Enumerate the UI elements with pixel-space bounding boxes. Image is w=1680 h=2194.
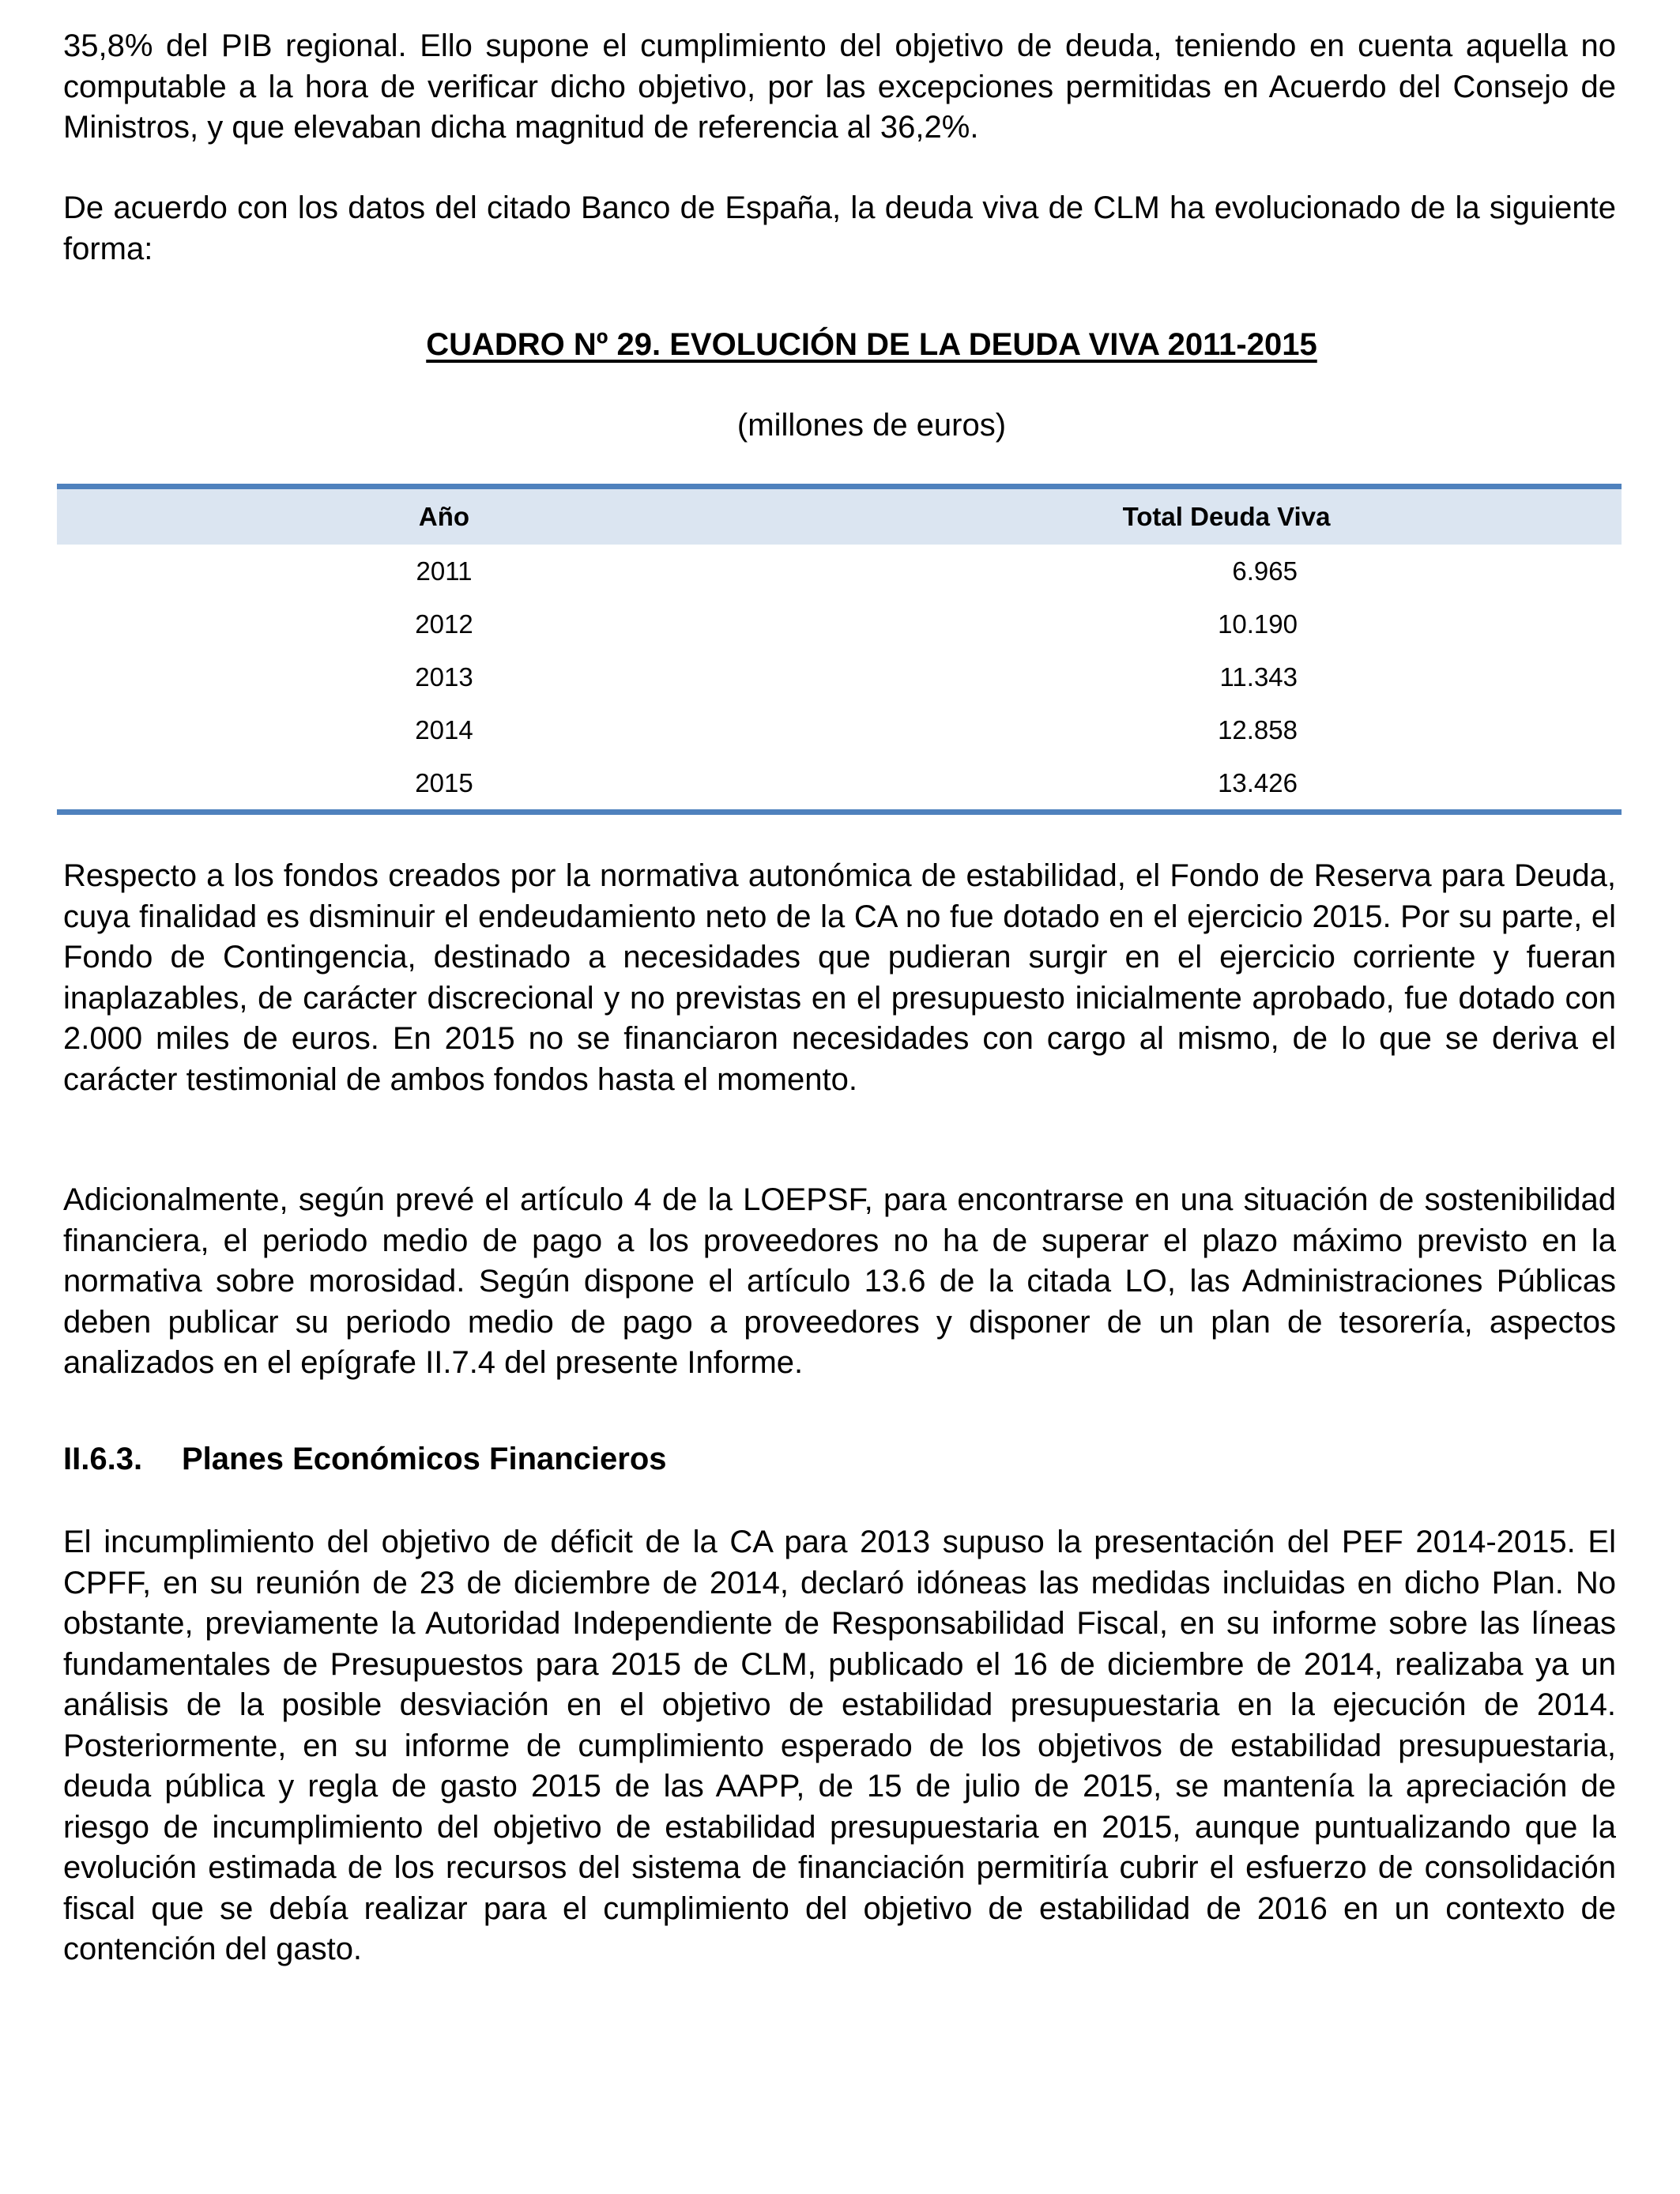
table-subtitle: (millones de euros) [736,408,1007,443]
value-text: 11.343 [1219,662,1298,692]
section-heading [63,1438,667,1480]
value-cell [831,598,1622,650]
value-text: 6.965 [1232,556,1298,586]
deuda-viva-table [57,484,1622,815]
paragraph-deuda-pib: 35,8% del PIB regional. Ello supone el cumplimiento del objetivo de deuda, teniendo en cuenta aquella no computable a la hora de verificar dicho objetivo, por las excepciones permitidas en Acuerdo del Consejo de Ministros, y que elevaban dicha magnitud de referencia al 36,2%. [63,28,1616,145]
section-number: II.6.3. [63,1442,143,1476]
value-text: 13.426 [1218,767,1298,797]
year-cell: 2012 [415,609,473,639]
year-cell: 2011 [416,556,473,586]
column-header-year: Año [418,502,470,531]
table-row [57,598,1622,650]
year-cell: 2013 [415,662,473,692]
value-cell [831,703,1622,756]
value-text: 12.858 [1218,714,1298,745]
value-cell [831,756,1622,812]
paragraph-planes: El incumplimiento del objetivo de déficit de la CA para 2013 supuso la presentación del PEF 2014-2015. El CPFF, en su reunión de 23 de diciembre de 2014, declaró idóneas las medidas incluidas en dicho Plan. No obstante, previamente la Autoridad Independiente de Responsabilidad Fiscal, en su informe sobre las líneas fundamentales de Presupuestos para 2015 de CLM, publicado el 16 de diciembre de 2014, realizaba ya un análisis de la posible desviación en el objetivo de estabilidad presupuestaria en la ejecución de 2014. Posteriormente, en su informe de cumplimiento esperado de los objetivos de estabilidad presupuestaria, deuda pública y regla de gasto 2015 de las AAPP, de 15 de julio de 2015, se mantenía la apreciación de riesgo de incumplimiento del objetivo de estabilidad presupuestaria en 2015, aunque puntualizando que la evolución estimada de los recursos del sistema de financiación permitiría cubrir el esfuerzo de consolidación fiscal que se debía realizar para el cumplimiento del objetivo de estabilidad de 2016 en un contexto de contención del gasto. [63,1525,1616,1966]
table-row [57,545,1622,598]
value-cell [831,650,1622,703]
table-row [57,650,1622,703]
paragraph-evolucion-intro: De acuerdo con los datos del citado Banco de España, la deuda viva de CLM ha evolucionado de la siguiente forma: [63,190,1616,266]
paragraph-periodo-pago: Adicionalmente, según prevé el artículo 4 de la LOEPSF, para encontrarse en una situación de sostenibilidad financiera, el periodo medio de pago a los proveedores no ha de superar el plazo máximo previsto en la normativa sobre morosidad. Según dispone el artículo 13.6 de la citada LO, las Administraciones Públicas deben publicar su periodo medio de pago a proveedores y disponer de un plan de tesorería, aspectos analizados en el epígrafe II.7.4 del presente Informe. [63,1182,1616,1380]
year-cell: 2015 [57,756,831,812]
table-row [57,703,1622,756]
section-title: Planes Económicos Financieros [182,1442,667,1476]
column-header-total: Total Deuda Viva [1122,502,1331,531]
table-title: CUADRO Nº 29. EVOLUCIÓN DE LA DEUDA VIVA 2011-2015 [426,327,1317,362]
table-row [57,756,1622,812]
value-text: 10.190 [1218,609,1298,639]
value-cell [831,545,1622,598]
paragraph-fondos: Respecto a los fondos creados por la normativa autonómica de estabilidad, el Fondo de Reserva para Deuda, cuya finalidad es disminuir el endeudamiento neto de la CA no fue dotado en el ejercicio 2015. Por su parte, el Fondo de Contingencia, destinado a necesidades que pudieran surgir en el ejercicio corriente y fueran inaplazables, de carácter discrecional y no previstas en el presupuesto inicialmente aprobado, fue dotado con 2.000 miles de euros. En 2015 no se financiaron necesidades con cargo al mismo, de lo que se deriva el carácter testimonial de ambos fondos hasta el momento. [63,858,1616,1097]
year-cell: 2014 [415,714,473,745]
table-header-row [57,487,1622,545]
